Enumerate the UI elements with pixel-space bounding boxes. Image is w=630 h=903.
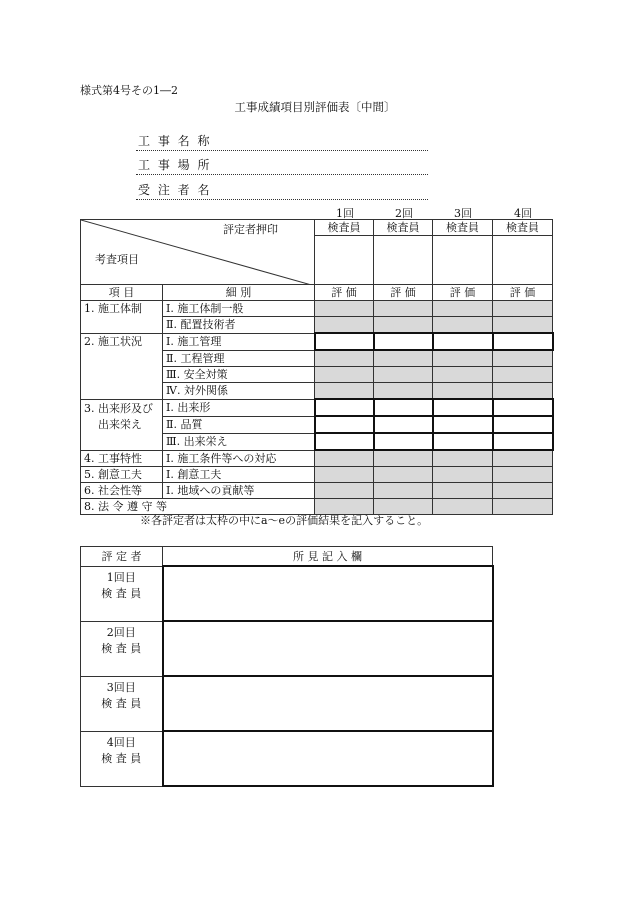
eval-cell xyxy=(433,383,493,400)
round-label-1: 1回 xyxy=(336,207,354,220)
item-cell: 2. 施工状況 xyxy=(81,333,163,399)
col-header-eval-1: 評 価 xyxy=(315,285,374,301)
eval-cell xyxy=(374,367,433,383)
eval-cell xyxy=(433,467,493,483)
eval-cell xyxy=(433,499,493,515)
eval-cell xyxy=(433,350,493,367)
stamp-cell-1[interactable] xyxy=(315,236,374,285)
item-cell: 4. 工事特性 xyxy=(81,450,163,467)
eval-input-cell[interactable] xyxy=(493,416,553,433)
instruction-note: ※各評定者は太枠の中にa～eの評価結果を記入すること。 xyxy=(140,514,429,527)
exam-item-label: 考査項目 xyxy=(95,253,139,266)
item-line-2: 出来栄え xyxy=(98,417,142,431)
eval-input-cell[interactable] xyxy=(433,399,493,416)
inspector-label-1: 検査員 xyxy=(315,220,374,236)
eval-cell xyxy=(374,450,433,467)
col-header-item: 項 目 xyxy=(81,285,163,301)
col-header-eval-4: 評 価 xyxy=(493,285,553,301)
inspector-label-2: 検査員 xyxy=(374,220,433,236)
evaluation-table xyxy=(80,219,554,515)
header-diagonal-cell xyxy=(81,220,315,285)
eval-cell xyxy=(433,483,493,499)
item-cell: 5. 創意工夫 xyxy=(81,467,163,483)
item-cell: 6. 社会性等 xyxy=(81,483,163,499)
role-text: 検 査 員 xyxy=(101,751,142,765)
eval-input-cell[interactable] xyxy=(315,416,374,433)
eval-cell xyxy=(433,450,493,467)
evaluator-cell-2 xyxy=(81,621,163,676)
evaluator-stamp-label: 評定者押印 xyxy=(223,223,278,236)
col-header-evaluator: 評 定 者 xyxy=(81,547,163,567)
col-header-detail: 細 別 xyxy=(163,285,315,301)
construction-name-label: 工 事 名 称 xyxy=(138,134,212,148)
eval-cell xyxy=(493,483,553,499)
detail-cell: Ⅰ. 施工管理 xyxy=(163,333,315,350)
inspector-label-4: 検査員 xyxy=(493,220,553,236)
detail-cell: Ⅱ. 配置技術者 xyxy=(163,317,315,334)
eval-input-cell[interactable] xyxy=(374,416,433,433)
round-text: 4回目 xyxy=(106,735,136,749)
eval-cell xyxy=(315,317,374,334)
detail-cell: Ⅰ. 施工条件等への対応 xyxy=(163,450,315,467)
eval-input-cell[interactable] xyxy=(315,433,374,450)
eval-cell xyxy=(493,367,553,383)
eval-cell xyxy=(493,301,553,317)
detail-cell: Ⅳ. 対外関係 xyxy=(163,383,315,400)
eval-cell xyxy=(493,317,553,334)
eval-input-cell[interactable] xyxy=(433,416,493,433)
eval-input-cell[interactable] xyxy=(374,399,433,416)
evaluator-cell-4 xyxy=(81,731,163,786)
col-header-eval-2: 評 価 xyxy=(374,285,433,301)
col-header-opinion: 所 見 記 入 欄 xyxy=(163,547,493,567)
detail-cell: Ⅱ. 工程管理 xyxy=(163,350,315,367)
eval-cell xyxy=(374,483,433,499)
eval-cell xyxy=(374,317,433,334)
opinion-table xyxy=(80,546,494,787)
page-title: 工事成績項目別評価表〔中間〕 xyxy=(234,100,396,114)
eval-cell xyxy=(315,483,374,499)
item-cell-law-compliance: 8. 法 令 遵 守 等 xyxy=(81,499,315,515)
inspector-label-3: 検査員 xyxy=(433,220,493,236)
evaluator-cell-3 xyxy=(81,676,163,731)
eval-input-cell[interactable] xyxy=(374,433,433,450)
eval-cell xyxy=(315,367,374,383)
eval-cell xyxy=(493,450,553,467)
detail-cell: Ⅲ. 安全対策 xyxy=(163,367,315,383)
detail-cell: Ⅲ. 出来栄え xyxy=(163,433,315,450)
eval-cell xyxy=(374,467,433,483)
col-header-eval-3: 評 価 xyxy=(433,285,493,301)
eval-cell xyxy=(315,301,374,317)
eval-cell xyxy=(433,367,493,383)
eval-cell xyxy=(433,301,493,317)
eval-cell xyxy=(315,350,374,367)
evaluator-cell-1 xyxy=(81,566,163,621)
contractor-name-label: 受 注 者 名 xyxy=(138,183,212,197)
detail-cell: Ⅰ. 出来形 xyxy=(163,399,315,416)
opinion-input-4[interactable] xyxy=(163,731,493,786)
round-text: 2回目 xyxy=(106,625,136,639)
role-text: 検 査 員 xyxy=(101,586,142,600)
role-text: 検 査 員 xyxy=(101,641,142,655)
detail-cell: Ⅱ. 品質 xyxy=(163,416,315,433)
eval-input-cell[interactable] xyxy=(374,333,433,350)
detail-cell: Ⅰ. 施工体制一般 xyxy=(163,301,315,317)
eval-input-cell[interactable] xyxy=(433,433,493,450)
round-text: 3回目 xyxy=(106,680,136,694)
eval-input-cell[interactable] xyxy=(433,333,493,350)
eval-input-cell[interactable] xyxy=(493,399,553,416)
item-line-1: 3. 出来形及び xyxy=(84,401,153,415)
eval-cell xyxy=(493,467,553,483)
detail-cell: Ⅰ. 地域への貢献等 xyxy=(163,483,315,499)
stamp-cell-4[interactable] xyxy=(493,236,553,285)
opinion-input-1[interactable] xyxy=(163,566,493,621)
construction-site-label: 工 事 場 所 xyxy=(138,158,212,172)
role-text: 検 査 員 xyxy=(101,696,142,710)
form-number: 様式第4号その1―2 xyxy=(80,84,178,97)
construction-site-field[interactable] xyxy=(136,156,428,175)
item-cell: 1. 施工体制 xyxy=(81,301,163,334)
detail-cell: Ⅰ. 創意工夫 xyxy=(163,467,315,483)
eval-input-cell[interactable] xyxy=(315,333,374,350)
eval-cell xyxy=(493,383,553,400)
eval-cell xyxy=(315,383,374,400)
item-cell xyxy=(81,399,163,450)
eval-input-cell[interactable] xyxy=(315,399,374,416)
eval-cell xyxy=(433,317,493,334)
opinion-input-2[interactable] xyxy=(163,621,493,676)
eval-cell xyxy=(493,350,553,367)
round-text: 1回目 xyxy=(106,570,136,584)
construction-name-field[interactable] xyxy=(136,132,428,151)
round-label-2: 2回 xyxy=(395,207,413,220)
opinion-input-3[interactable] xyxy=(163,676,493,731)
eval-cell xyxy=(374,350,433,367)
eval-cell xyxy=(374,301,433,317)
round-label-4: 4回 xyxy=(514,207,532,220)
eval-cell xyxy=(315,467,374,483)
eval-cell xyxy=(374,383,433,400)
round-label-3: 3回 xyxy=(454,207,472,220)
stamp-cell-3[interactable] xyxy=(433,236,493,285)
eval-input-cell[interactable] xyxy=(493,433,553,450)
eval-cell xyxy=(493,499,553,515)
contractor-name-field[interactable] xyxy=(136,181,428,200)
stamp-cell-2[interactable] xyxy=(374,236,433,285)
eval-cell xyxy=(315,450,374,467)
eval-input-cell[interactable] xyxy=(493,333,553,350)
